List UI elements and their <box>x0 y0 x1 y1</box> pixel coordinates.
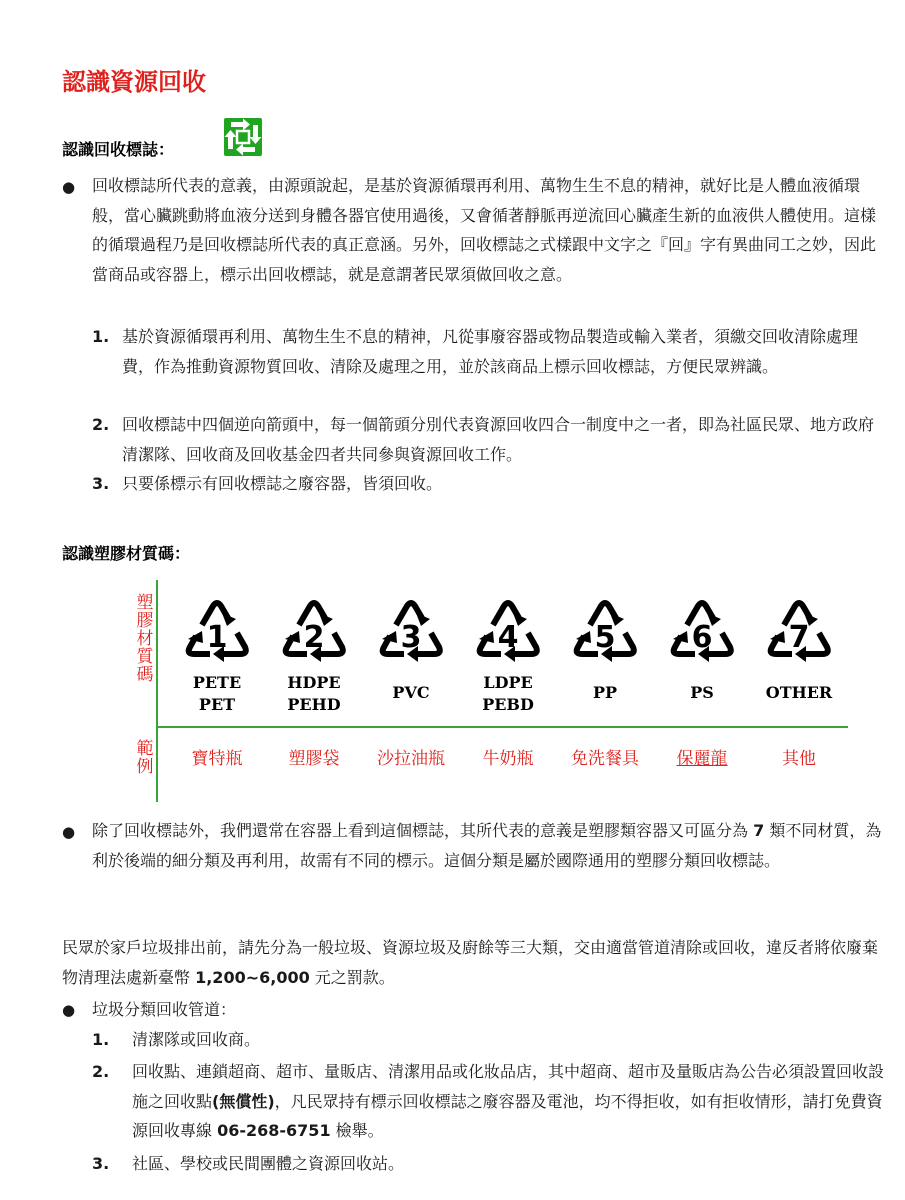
fine-amount: 1,200~6,000 <box>195 968 310 987</box>
section-heading-recycle-logo: 認識回收標誌： <box>62 140 175 159</box>
text: 回收點、連鎖超商、超市、量販店、清潔用品或化妝品店，其中超商、超市及量販店為公告必須設置回收設施之回收點 <box>132 1062 885 1111</box>
list-number: 1. <box>92 327 110 346</box>
list-text: 只要係標示有回收標誌之廢容器，皆須回收。 <box>122 474 443 493</box>
list-number: 3. <box>92 1154 110 1173</box>
resin-code-label <box>560 682 650 704</box>
text: 類不同材質，為利於後端的細分類及再利用，故需有不同的標示。這個分類是屬於國際通用的塑膠分類回收標誌。 <box>92 821 882 870</box>
example-row-label: 範例 <box>136 739 154 777</box>
bullet-marker: ● <box>62 1001 76 1019</box>
list-number: 2. <box>92 415 110 434</box>
list-item <box>92 1057 887 1149</box>
list-item <box>92 1149 887 1179</box>
list-text: 清潔隊或回收商。 <box>132 1030 261 1049</box>
resin-code-alt-abbrev: PEHD <box>287 695 341 714</box>
page-title: 認識資源回收 <box>62 68 206 96</box>
resin-code-number: 2 <box>303 620 325 655</box>
resin-example: 沙拉油瓶 <box>377 749 445 769</box>
list-number: 1. <box>92 1030 110 1049</box>
list-text <box>132 1062 884 1140</box>
resin-code-4-icon <box>471 595 545 669</box>
resin-code-label <box>657 682 747 704</box>
resin-code-6-icon <box>665 595 739 669</box>
recycle-logo-list <box>92 322 887 499</box>
resin-code-label <box>754 682 844 704</box>
resin-code-label <box>269 672 359 716</box>
bullet-marker: ● <box>62 823 76 841</box>
resin-example: 保麗龍 <box>676 749 728 769</box>
list-text: 社區、學校或民間團體之資源回收站。 <box>132 1154 405 1173</box>
resin-code-number: 4 <box>497 620 519 655</box>
resin-example: 塑膠袋 <box>288 749 340 769</box>
resin-code-number: 1 <box>206 620 228 655</box>
list-text: 回收標誌中四個逆向箭頭中，每一個箭頭分別代表資源回收四合一制度中之一者，即為社區民眾、地方政府清潔隊、回收商及回收基金四者共同參與資源回收工作。 <box>122 415 875 464</box>
list-number: 3. <box>92 474 110 493</box>
bullet-marker: ● <box>62 178 76 196</box>
vertical-divider <box>156 580 158 802</box>
channel-heading: 垃圾分類回收管道： <box>92 1000 237 1019</box>
text: 檢舉。 <box>330 1121 384 1140</box>
resin-code-alt-abbrev: PEBD <box>482 695 534 714</box>
resin-code-abbrev: HDPE <box>287 673 341 692</box>
plastic-code-row-label: 塑膠材質碼 <box>136 593 154 685</box>
resin-example: 其他 <box>782 749 816 769</box>
section-heading-plastic-codes: 認識塑膠材質碼： <box>62 544 191 563</box>
list-number: 2. <box>92 1062 110 1081</box>
resin-code-number: 7 <box>788 620 810 655</box>
resin-code-alt-abbrev: PET <box>198 695 236 714</box>
resin-code-label <box>172 672 262 716</box>
resin-code-3-icon <box>374 595 448 669</box>
list-item <box>92 1025 887 1057</box>
resin-code-label <box>366 682 456 704</box>
resin-code-abbrev: PVC <box>392 683 430 702</box>
recycle-logo-icon <box>223 117 263 157</box>
resin-code-number: 5 <box>594 620 616 655</box>
category-count: 7 <box>753 821 765 840</box>
resin-code-1-icon <box>180 595 254 669</box>
plastic-code-description <box>92 816 887 875</box>
resin-code-abbrev: PS <box>690 683 714 702</box>
resin-code-2-icon <box>277 595 351 669</box>
plastic-code-table <box>130 580 850 805</box>
list-text: 基於資源循環再利用、萬物生生不息的精神，凡從事廢容器或物品製造或輸入業者，須繳交回收清除處理費，作為推動資源物質回收、清除及處理之用，並於該商品上標示回收標誌，方便民眾辨識。 <box>122 327 859 376</box>
text: 除了回收標誌外，我們還常在容器上看到這個標誌，其所代表的意義是塑膠類容器又可區分為 <box>92 821 754 840</box>
resin-code-number: 3 <box>400 620 422 655</box>
resin-code-number: 6 <box>691 620 713 655</box>
resin-example: 免洗餐具 <box>571 749 639 769</box>
resin-code-abbrev: PETE <box>192 673 242 692</box>
text: ，凡民眾持有標示回收標誌之廢容器及電池，均不得拒收，如有拒收情形，請打免費資源回收專線 <box>132 1091 883 1140</box>
resin-code-label <box>463 672 553 716</box>
resin-code-abbrev: PP <box>592 683 618 702</box>
horizontal-divider <box>156 726 848 728</box>
list-item <box>92 469 887 499</box>
resin-code-7-icon <box>762 595 836 669</box>
recycle-logo-description: 回收標誌所代表的意義，由源頭說起，是基於資源循環再利用、萬物生生不息的精神，就好比是人體血液循環般，當心臟跳動將血液分送到身體各器官使用過後，又會循著靜脈再逆流回心臟產生新的血液供人體使用。這樣的循環過程乃是回收標誌所代表的真正意涵。另外，回收標誌之式樣跟中文字之『回』字有異曲同工之妙，因此當商品或容器上，標示出回收標誌，就是意謂著民眾須做回收之意。 <box>92 176 877 284</box>
text: (無償性) <box>212 1091 275 1111</box>
text: 元之罰款。 <box>309 968 395 987</box>
channel-list <box>92 1025 887 1179</box>
resin-example: 寶特瓶 <box>191 749 243 769</box>
resin-code-abbrev: OTHER <box>765 683 833 702</box>
text: 民眾於家戶垃圾排出前，請先分為一般垃圾、資源垃圾及廚餘等三大類，交由適當管道清除或回收，違反者將依廢棄物清理法處新臺幣 <box>62 938 879 987</box>
hotline-number: 06-268-6751 <box>217 1121 331 1140</box>
sorting-paragraph <box>62 933 887 993</box>
list-item <box>92 322 887 410</box>
list-item <box>92 410 887 469</box>
resin-code-5-icon <box>568 595 642 669</box>
resin-example: 牛奶瓶 <box>482 749 534 769</box>
resin-code-abbrev: LDPE <box>483 673 533 692</box>
